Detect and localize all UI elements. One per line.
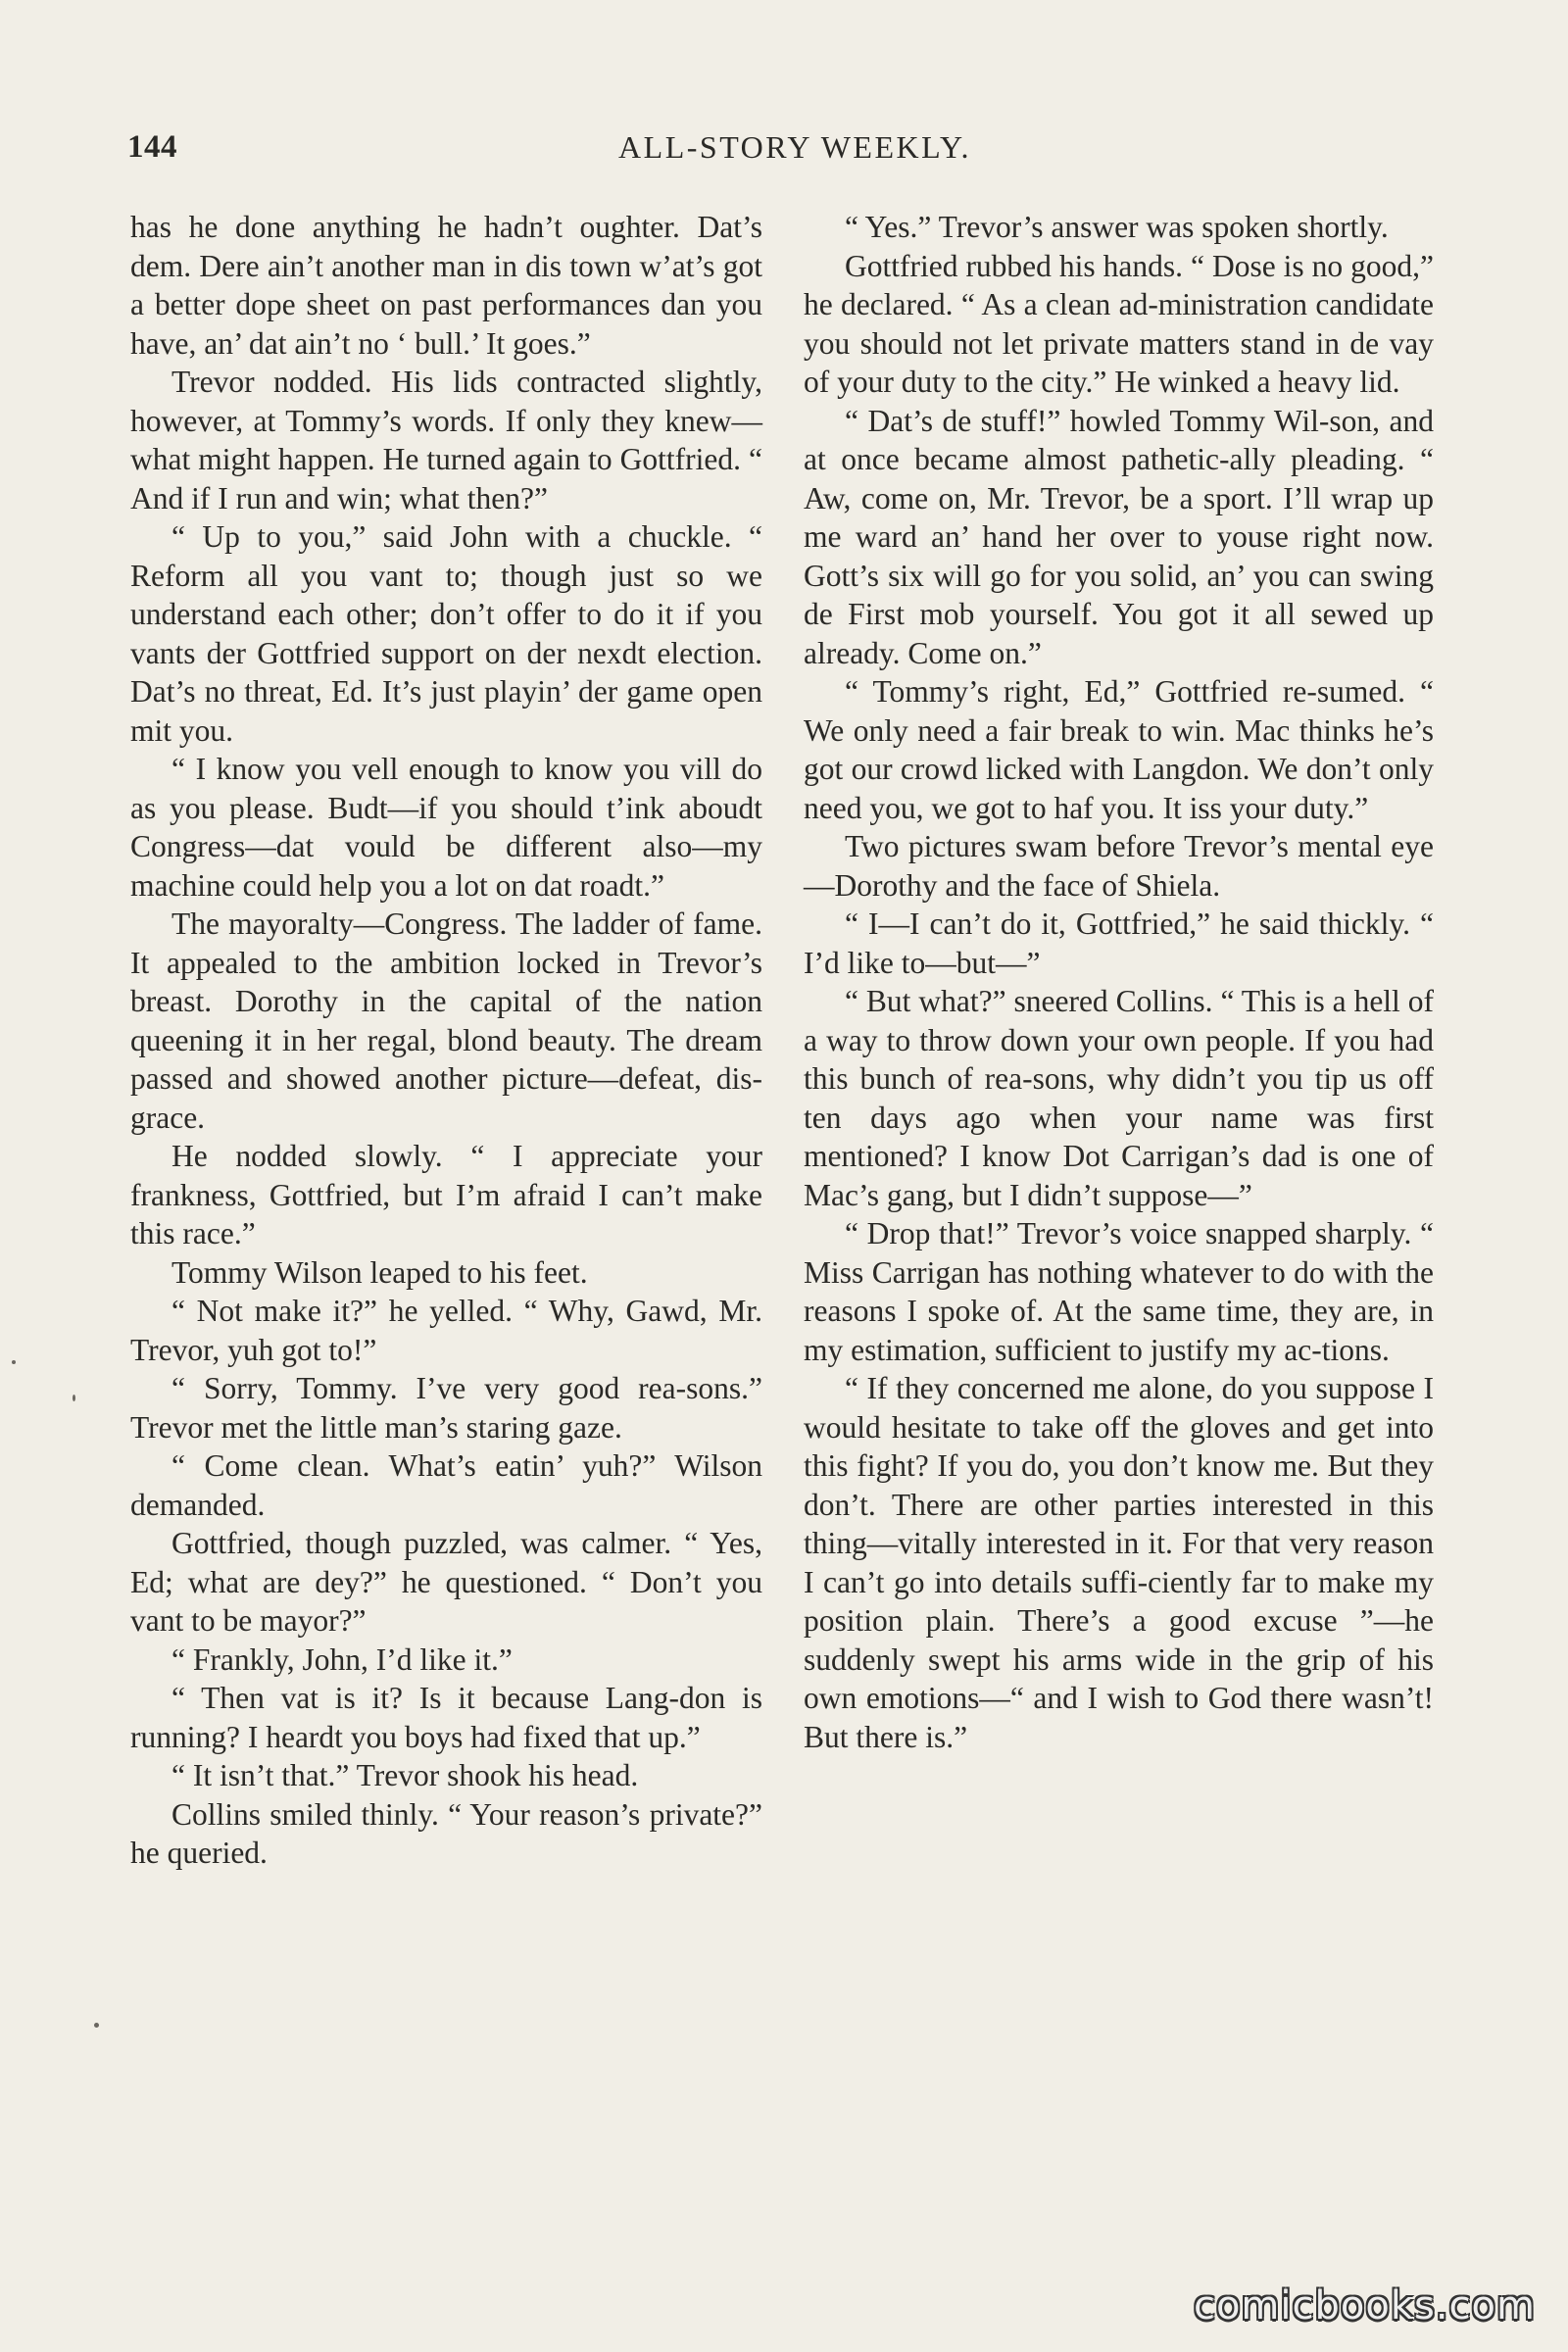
watermark: comicbooks.com [1193, 2283, 1536, 2328]
paragraph: Gottfried, though puzzled, was calmer. “ Yes, Ed; what are dey?” he questioned. “ Don’t you vant to be mayor?” [130, 1526, 762, 1638]
paragraph: Collins smiled thinly. “ Your reason’s private?” he queried. [130, 1796, 762, 1870]
paragraph: “ Yes.” Trevor’s answer was spoken shortly. [845, 210, 1389, 244]
paragraph: He nodded slowly. “ I appreciate your frankness, Gottfried, but I’m afraid I can’t make this race.” [130, 1139, 762, 1250]
paragraph: “ Frankly, John, I’d like it.” [172, 1642, 513, 1677]
left-column [130, 208, 762, 1873]
paragraph: “ If they concerned me alone, do you suppose I would hesitate to take off the gloves and get into this fight? If you do, you don’t know me. But they don’t. There are other parties interested in this thing—vitally interested in it. For that very reason I can’t go into details suffi-ciently far to make my position plain. There’s a good excuse ”—he suddenly swept his arms wide in the grip of his own emotions—“ and I wish to God there wasn’t! But there is.” [804, 1371, 1434, 1754]
paragraph: has he done anything he hadn’t oughter. Dat’s dem. Dere ain’t another man in dis town w’at’s got a better dope sheet on past performances dan you have, an’ dat ain’t no ‘ bull.’ It goes.” [130, 210, 762, 361]
paragraph: Trevor nodded. His lids contracted slightly, however, at Tommy’s words. If only they knew—what might happen. He turned again to Gottfried. “ And if I run and win; what then?” [130, 365, 762, 515]
paragraph: “ Come clean. What’s eatin’ yuh?” Wilson demanded. [130, 1448, 762, 1522]
paragraph: “ I know you vell enough to know you vill do as you please. Budt—if you should t’ink aboudt Congress—dat vould be different also—my machine could help you a lot on dat roadt.” [130, 752, 762, 903]
page-number: 144 [127, 129, 177, 165]
right-column [804, 208, 1434, 1756]
print-speck [94, 2023, 99, 2028]
paragraph: “ Drop that!” Trevor’s voice snapped sharply. “ Miss Carrigan has nothing whatever to do with the reasons I spoke of. At the same time, they are, in my estimation, sufficient to justify my ac-tions. [804, 1216, 1434, 1367]
paragraph: Tommy Wilson leaped to his feet. [172, 1254, 588, 1290]
paragraph: “ Sorry, Tommy. I’ve very good rea-sons.” Trevor met the little man’s staring gaze. [130, 1371, 762, 1445]
paragraph: Two pictures swam before Trevor’s mental eye—Dorothy and the face of Shiela. [804, 829, 1434, 903]
paragraph: “ Tommy’s right, Ed,” Gottfried re-sumed. “ We only need a fair break to win. Mac thinks he’s got our crowd licked with Langdon. We don’t only need you, we got to haf you. It iss your duty.” [804, 674, 1434, 825]
paragraph: “ It isn’t that.” Trevor shook his head. [172, 1758, 639, 1792]
paragraph: “ Not make it?” he yelled. “ Why, Gawd, Mr. Trevor, yuh got to!” [130, 1294, 762, 1367]
running-title: ALL-STORY WEEKLY. [618, 129, 971, 165]
page-header [127, 129, 1462, 178]
paragraph: “ Dat’s de stuff!” howled Tommy Wil-son, and at once became almost pathetic-ally pleading. “ Aw, come on, Mr. Trevor, be a sport. I’ll wrap up me ward an’ hand her over to youse right now. Gott’s six will go for you solid, an’ you can swing de First mob yourself. You got it all sewed up already. Come on.” [804, 403, 1434, 670]
print-speck [73, 1395, 75, 1401]
paragraph: “ But what?” sneered Collins. “ This is a hell of a way to throw down your own people. If you had this bunch of rea-sons, why didn’t you tip us off ten days ago when your name was first mentioned? I know Dot Carrigan’s dad is one of Mac’s gang, but I didn’t suppose—” [804, 984, 1434, 1212]
paragraph: “ Then vat is it? Is it because Lang-don is running? I heardt you boys had fixed that up.” [130, 1681, 762, 1754]
paragraph: “ Up to you,” said John with a chuckle. “ Reform all you vant to; though just so we understand each other; don’t offer to do it if you vants der Gottfried support on der nexdt election. Dat’s no threat, Ed. It’s just playin’ der game open mit you. [130, 519, 762, 748]
paragraph: Gottfried rubbed his hands. “ Dose is no good,” he declared. “ As a clean ad-ministration candidate you should not let private matters stand in de vay of your duty to the city.” He winked a heavy lid. [804, 248, 1434, 399]
paragraph: “ I—I can’t do it, Gottfried,” he said thickly. “ I’d like to—but—” [804, 906, 1434, 980]
print-speck [12, 1360, 16, 1364]
paragraph: The mayoralty—Congress. The ladder of fame. It appealed to the ambition locked in Trevor’s breast. Dorothy in the capital of the nation queening it in her regal, blond beauty. The dream passed and showed another picture—defeat, dis-grace. [130, 906, 762, 1135]
